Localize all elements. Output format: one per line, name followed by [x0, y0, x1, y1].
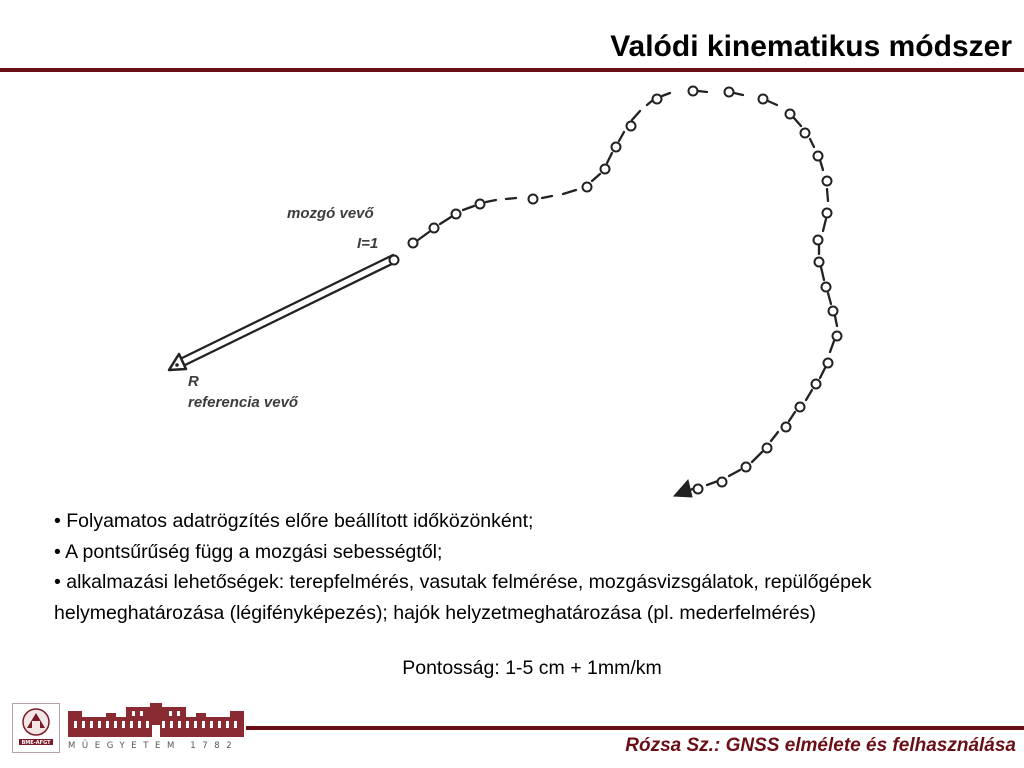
epoch-point [801, 129, 810, 138]
logo-badge-text: BME-AFGT [21, 740, 51, 746]
baseline-line-upper [178, 255, 393, 360]
epoch-point [763, 444, 772, 453]
epoch-point [822, 283, 831, 292]
epoch-point [601, 165, 610, 174]
accuracy-statement: Pontosság: 1-5 cm + 1mm/km [402, 657, 662, 679]
epoch-point [476, 200, 485, 209]
epoch-point [782, 423, 791, 432]
epoch-point [653, 95, 662, 104]
epoch-point [759, 95, 768, 104]
trajectory-path [418, 91, 837, 491]
baseline-line-lower [181, 262, 396, 367]
epoch-point [529, 195, 538, 204]
bullet-item: • A pontsűrűség függ a mozgási sebességtől; [54, 540, 443, 563]
bme-afgt-logo [12, 703, 60, 753]
epoch-point [718, 478, 727, 487]
epoch-point [694, 485, 703, 494]
bullet-item: • Folyamatos adatrögzítés előre beállított időközönként; [54, 510, 534, 532]
epoch-point [833, 332, 842, 341]
epoch-point [814, 236, 823, 245]
epoch-point [814, 152, 823, 161]
epoch-label: I=1 [357, 235, 379, 252]
slide-title: Valódi kinematikus módszer [610, 30, 1012, 63]
bullet-list [54, 506, 934, 628]
logo-tagline: MŰEGYETEM 1782 [68, 741, 239, 751]
reference-symbol: R [188, 373, 199, 390]
epoch-point [390, 256, 399, 265]
epoch-point [823, 177, 832, 186]
epoch-point [815, 258, 824, 267]
reference-receiver-label: referencia vevő [188, 394, 299, 411]
kinematic-diagram [0, 72, 1024, 512]
epoch-point [786, 110, 795, 119]
epoch-point [812, 380, 821, 389]
epoch-point [452, 210, 461, 219]
epoch-point [409, 239, 418, 248]
moving-receiver-label: mozgó vevő [287, 205, 374, 222]
muegyetem-building-logo [66, 703, 246, 739]
epoch-point [829, 307, 838, 316]
direction-arrowhead [674, 480, 692, 497]
footer-author: Rózsa Sz.: GNSS elmélete és felhasználása [625, 735, 1016, 756]
epoch-point [689, 87, 698, 96]
bullet-item: • alkalmazási lehetőségek: terepfelmérés, vasutak felmérése, mozgásvizsgálatok, repülőgépek helymeghatározása (légifényképezés); hajók helyzetmeghatározása (pl. mederfelmérés) [54, 571, 872, 624]
epoch-point [430, 224, 439, 233]
epoch-point [796, 403, 805, 412]
epoch-point [627, 122, 636, 131]
epoch-point [824, 359, 833, 368]
epoch-point [583, 183, 592, 192]
footer-divider [246, 726, 1024, 730]
epoch-point [742, 463, 751, 472]
epoch-point [612, 143, 621, 152]
epoch-point [725, 88, 734, 97]
epoch-point [823, 209, 832, 218]
